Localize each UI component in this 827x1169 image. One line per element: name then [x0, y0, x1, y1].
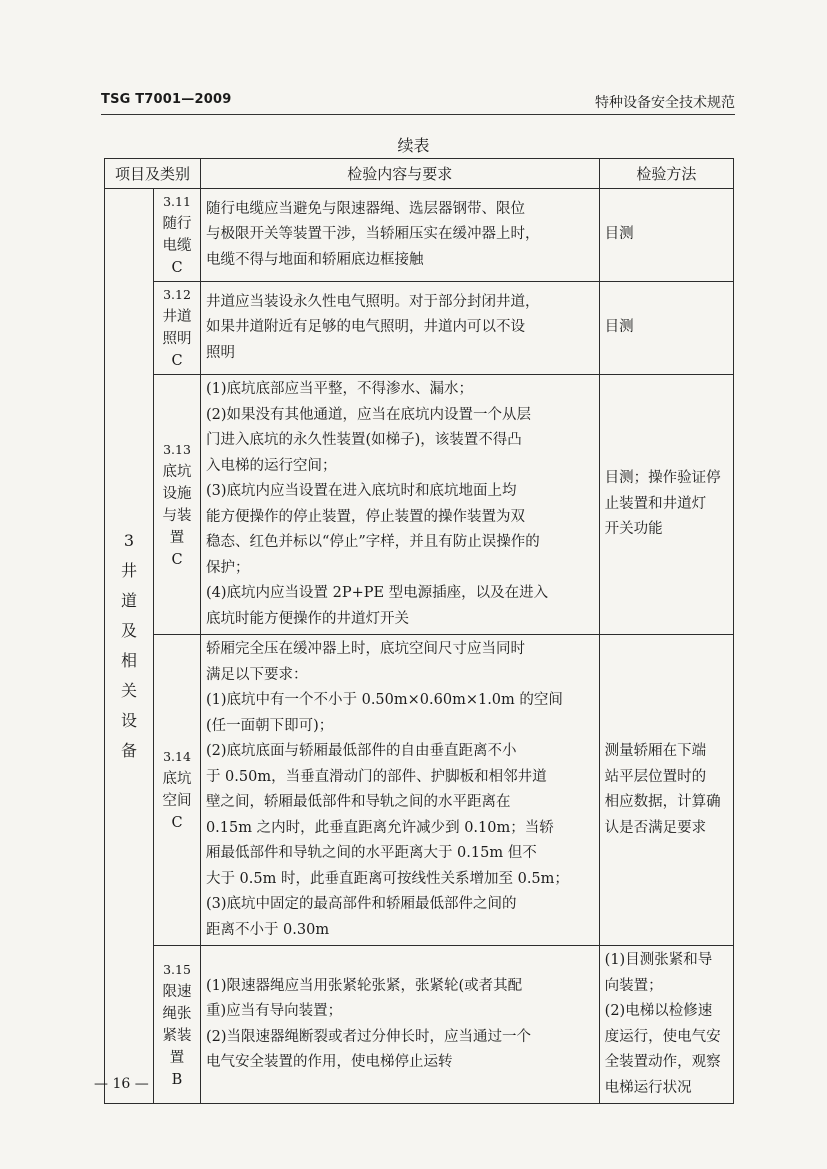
item-cell — [154, 375, 201, 635]
item-class: C — [171, 815, 183, 831]
item-cell — [154, 189, 201, 282]
method-cell — [599, 635, 733, 946]
content-line: (3)底坑中固定的最高部件和轿厢最低部件之间的 — [205, 896, 517, 912]
item-number: 3.12 — [163, 287, 191, 302]
document-code: TSG T7001—2009 — [101, 92, 232, 107]
item-name-line: 电缆 — [162, 238, 192, 254]
item-name-line: 绳张 — [162, 1005, 192, 1022]
method-line: 电梯运行状况 — [604, 1079, 692, 1096]
content-line: 与极限开关等装置干涉，当轿厢压实在缓冲器上时， — [205, 226, 540, 243]
item-cell — [154, 635, 201, 946]
content-line: 井道应当装设永久性电气照明。对于部分封闭井道， — [205, 293, 540, 310]
category-char: 3 — [123, 531, 135, 550]
content-line: (2)底坑底面与轿厢最低部件的自由垂直距离不小 — [205, 743, 517, 759]
content-cell — [200, 282, 599, 375]
content-line: 距离不小于 0.30m — [205, 921, 330, 938]
item-name-line: 紧装 — [162, 1027, 192, 1044]
item-name-line: 与装 — [162, 507, 192, 524]
content-cell — [200, 375, 599, 635]
item-name-line: 井道 — [162, 309, 192, 325]
content-line: (1)底坑中有一个不小于 0.50m×0.60m×1.0m 的空间 — [205, 692, 563, 708]
item-name-line: 置 — [169, 529, 185, 546]
content-line: 随行电缆应当避免与限速器绳、选层器钢带、限位 — [205, 200, 525, 217]
table-row — [105, 189, 734, 282]
content-line: (任一面朝下即可)； — [205, 717, 334, 734]
item-class: C — [171, 551, 183, 568]
category-char: 及 — [121, 621, 138, 640]
category-char: 关 — [121, 681, 138, 700]
item-cell — [154, 946, 201, 1104]
method-line: (2)电梯以检修速 — [604, 1003, 713, 1019]
inspection-table — [104, 158, 734, 1104]
method-line: 开关功能 — [604, 521, 663, 538]
content-line: (2)当限速器绳断裂或者过分伸长时，应当通过一个 — [205, 1028, 531, 1045]
method-line: 止装置和井道灯 — [604, 495, 707, 512]
item-name-line: 限速 — [162, 983, 192, 1000]
method-line: 目测 — [604, 226, 634, 243]
method-cell — [599, 282, 733, 375]
content-line: 厢最低部件和导轨之间的水平距离大于 0.15m 但不 — [205, 845, 537, 861]
category-cell — [105, 189, 154, 1104]
item-class: C — [171, 353, 183, 369]
method-cell — [599, 375, 733, 635]
method-line: 相应数据，计算确 — [604, 794, 721, 810]
item-cell — [154, 282, 201, 375]
category-char: 道 — [121, 591, 138, 610]
category-char: 备 — [121, 741, 138, 760]
item-name-line: 置 — [169, 1049, 185, 1066]
content-cell — [200, 946, 599, 1104]
item-class: C — [171, 260, 183, 276]
item-name-line: 照明 — [162, 331, 192, 347]
content-line: 大于 0.5m 时，此垂直距离可按线性关系增加至 0.5m； — [205, 870, 569, 887]
content-line: (3)底坑内应当设置在进入底坑时和底坑地面上均 — [205, 483, 517, 499]
method-line: 认是否满足要求 — [604, 819, 707, 836]
method-line: 目测 — [604, 319, 634, 336]
method-line: (1)目测张紧和导 — [604, 952, 713, 968]
item-number: 3.14 — [163, 749, 191, 764]
column-header-method: 检验方法 — [599, 159, 733, 189]
content-line: (2)如果没有其他通道，应当在底坑内设置一个从层 — [205, 406, 531, 423]
content-line: 照明 — [205, 344, 235, 361]
content-cell — [200, 189, 599, 282]
item-number: 3.13 — [163, 441, 191, 457]
table-row — [105, 946, 734, 1104]
item-name-line: 空间 — [162, 793, 192, 809]
category-char: 井 — [121, 561, 138, 580]
item-number: 3.15 — [163, 961, 191, 977]
content-line: 能方便操作的停止装置，停止装置的操作装置为双 — [205, 508, 525, 525]
content-line: (1)限速器绳应当用张紧轮张紧，张紧轮(或者其配 — [205, 977, 523, 994]
content-line: (4)底坑内应当设置 2P+PE 型电源插座，以及在进入 — [205, 585, 549, 601]
content-line: 底坑时能方便操作的井道灯开关 — [205, 610, 409, 627]
content-line: 电缆不得与地面和轿厢底边框接触 — [205, 251, 424, 268]
content-line: 0.15m 之内时，此垂直距离允许减少到 0.10m；当轿 — [205, 819, 554, 836]
item-class: B — [171, 1071, 183, 1088]
content-line: 于 0.50m，当垂直滑动门的部件、护脚板和相邻井道 — [205, 768, 547, 785]
table-row — [105, 282, 734, 375]
method-line: 度运行，使电气安 — [604, 1028, 721, 1045]
page-number: — 16 — — [94, 1076, 149, 1092]
content-line: 轿厢完全压在缓冲器上时，底坑空间尺寸应当同时 — [205, 641, 525, 657]
document-series-title: 特种设备安全技术规范 — [595, 95, 735, 111]
content-line: 入电梯的运行空间； — [205, 457, 337, 474]
content-line: 门进入底坑的永久性装置(如梯子)，该装置不得凸 — [205, 432, 522, 448]
item-name-line: 随行 — [162, 216, 192, 232]
content-line: 重)应当有导向装置； — [205, 1003, 343, 1019]
content-line: 满足以下要求： — [205, 666, 308, 683]
column-header-content: 检验内容与要求 — [200, 159, 599, 189]
content-cell — [200, 635, 599, 946]
method-line: 目测；操作验证停 — [604, 470, 721, 487]
content-line: 稳态、红色并标以“停止”字样，并且有防止误操作的 — [205, 534, 540, 550]
item-name-line: 底坑 — [162, 771, 192, 787]
content-line: (1)底坑底部应当平整，不得渗水、漏水； — [205, 381, 473, 397]
method-cell — [599, 946, 733, 1104]
content-line: 电气安全装置的作用，使电梯停止运转 — [205, 1054, 453, 1070]
item-number: 3.11 — [163, 194, 191, 209]
category-char: 相 — [121, 651, 138, 670]
table-row — [105, 635, 734, 946]
table-row — [105, 375, 734, 635]
content-line: 保护； — [205, 559, 250, 576]
method-line: 站平层位置时的 — [604, 768, 707, 785]
column-header-item-category: 项目及类别 — [105, 159, 201, 189]
item-name-line: 设施 — [162, 485, 192, 502]
header-divider — [101, 114, 735, 115]
item-name-line: 底坑 — [162, 463, 192, 480]
method-line: 向装置； — [604, 977, 663, 994]
method-line: 全装置动作，观察 — [604, 1054, 721, 1070]
table-header-row — [105, 159, 734, 189]
category-char: 设 — [121, 711, 138, 730]
content-line: 如果井道附近有足够的电气照明，井道内可以不设 — [205, 319, 525, 336]
method-cell — [599, 189, 733, 282]
content-line: 壁之间，轿厢最低部件和导轨之间的水平距离在 — [205, 794, 511, 810]
continued-table-label: 续表 — [397, 136, 430, 155]
method-line: 测量轿厢在下端 — [604, 743, 707, 759]
